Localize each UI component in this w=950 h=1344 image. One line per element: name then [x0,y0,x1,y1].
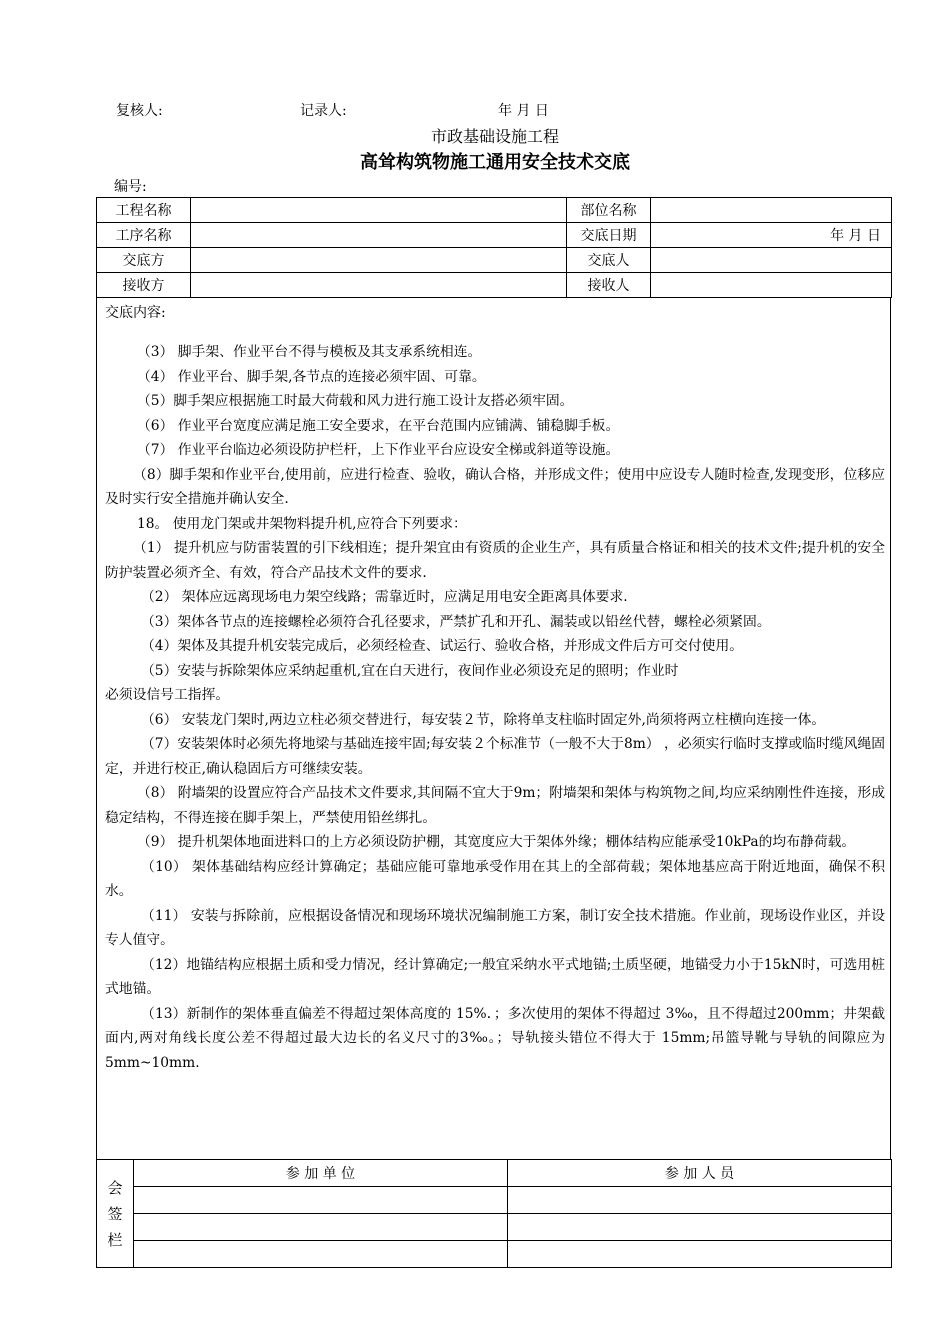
header-date-label: 年 月 日 [498,103,549,119]
info-table [96,197,892,298]
number-label: 编号: [114,179,147,195]
people-header: 参 加 人 员 [508,1160,892,1187]
unit-cell[interactable] [134,1187,508,1214]
table-row [97,1160,892,1187]
part-name-label: 部位名称 [567,198,651,223]
receiver-person-field[interactable] [651,273,892,298]
paragraph: （6） 安装龙门架时,两边立柱必须交替进行，每安装２节，除将单支柱临时固定外,尚须将两立柱横向连接一体。 [141,711,826,728]
paragraph: 必须设信号工指挥。 [105,687,230,703]
paragraph: （6） 作业平台宽度应满足施工安全要求，在平台范围内应铺满、铺稳脚手板。 [137,417,620,434]
paragraph: （4） 作业平台、脚手架,各节点的连接必须牢固、可靠。 [137,368,486,385]
discloser-label: 交底方 [97,248,191,273]
people-cell[interactable] [508,1241,892,1268]
people-cell[interactable] [508,1214,892,1241]
recorder-label: 记录人: [300,103,347,119]
unit-cell[interactable] [134,1214,508,1241]
paragraph: （7） 作业平台临边必须设防护栏杆，上下作业平台应设安全梯或斜道等设施。 [137,442,620,458]
discloser-person-field[interactable] [651,248,892,273]
paragraph: （7）安装架体时必须先将地梁与基础连接牢固;每安装２个标准节（一般不大于8m） ，必须实行临时支撑或临时缆风绳固定，并进行校正,确认稳固后方可继续安装。 [105,736,885,777]
paragraph: （5）安装与拆除架体应采纳起重机,宜在白天进行，夜间作业必须设充足的照明；作业时 [141,662,679,679]
table-row [97,198,892,223]
table-row [97,1187,892,1214]
paragraph: 18。 使用龙门架或井架物料提升机,应符合下列要求： [137,515,467,532]
table-row [97,273,892,298]
project-name-label: 工程名称 [97,198,191,223]
paragraph: （1） 提升机应与防雷装置的引下线相连；提升架宜由有资质的企业生产，具有质量合格证和相关的技术文件;提升机的安全防护装置必须齐全、有效，符合产品技术文件的要求. [105,540,885,581]
content-paragraphs [105,340,885,1075]
process-name-field[interactable] [191,223,567,248]
part-name-field[interactable] [651,198,892,223]
unit-cell[interactable] [134,1241,508,1268]
paragraph: （3）架体各节点的连接螺栓必须符合孔径要求，严禁扩孔和开孔、漏装或以铅丝代替，螺栓必须紧固。 [141,613,771,630]
sign-char: 栏 [107,1230,123,1249]
paragraph: （11） 安装与拆除前，应根据设备情况和现场环境状况编制施工方案，制订安全技术措施。作业前，现场设作业区，并设专人值守。 [105,907,885,948]
sign-char: 会 [107,1178,123,1197]
content-label: 交底内容: [105,305,166,321]
table-row [97,1214,892,1241]
paragraph: （4）架体及其提升机安装完成后，必须经检查、试运行、验收合格，并形成文件后方可交付使用。 [141,638,744,654]
people-cell[interactable] [508,1187,892,1214]
process-name-label: 工序名称 [97,223,191,248]
unit-header: 参 加 单 位 [134,1160,508,1187]
project-name-field[interactable] [191,198,567,223]
paragraph: （9） 提升机架体地面进料口的上方必须设防护棚，其宽度应大于架体外缘；棚体结构应能承受10kPa的均布静荷载。 [137,834,856,850]
sign-side-label [97,1160,134,1268]
paragraph: （8） 附墙架的设置应符合产品技术文件要求,其间隔不宜大于9m；附墙架和架体与构筑物之间,均应采纳刚性件连接，形成稳定结构，不得连接在脚手架上，严禁使用铅丝绑扎。 [105,785,885,826]
sign-char: 签 [107,1204,123,1223]
page-title: 高耸构筑物施工通用安全技术交底 [360,152,630,173]
table-row [97,223,892,248]
paragraph: （5）脚手架应根据施工时最大荷载和风力进行施工设计友搭必须牢固。 [137,393,574,409]
reviewer-label: 复核人: [116,103,163,119]
paragraph: （8）脚手架和作业平台,使用前，应进行检查、验收，确认合格，并形成文件；使用中应设专人随时检查,发现变形，位移应及时实行安全措施并确认安全. [105,466,885,507]
paragraph: （13）新制作的架体垂直偏差不得超过架体高度的 15%．；多次使用的架体不得超过 3‰，且不得超过200mm；井架截面内,两对角线长度公差不得超过最大边长的名义尺寸的3‰。；导轨接头错位不得大于 15mm;吊篮导靴与导轨的间隙应为 5mm~10mm. [105,1005,885,1071]
discloser-person-label: 交底人 [567,248,651,273]
table-row [97,248,892,273]
content-box [96,298,891,1159]
disclosure-date-label: 交底日期 [567,223,651,248]
receiver-field[interactable] [191,273,567,298]
paragraph: （10） 架体基础结构应经计算确定；基础应能可靠地承受作用在其上的全部荷载；架体地基应高于附近地面，确保不积水。 [105,858,885,899]
org-name: 市政基础设施工程 [430,127,559,146]
sign-table [96,1159,892,1268]
discloser-field[interactable] [191,248,567,273]
receiver-person-label: 接收人 [567,273,651,298]
disclosure-date-field[interactable]: 年 月 日 [651,223,892,248]
paragraph: （2） 架体应远离现场电力架空线路；需靠近时，应满足用电安全距离具体要求. [141,589,628,605]
table-row [97,1241,892,1268]
paragraph: （3） 脚手架、作业平台不得与模板及其支承系统相连。 [137,344,482,360]
receiver-label: 接收方 [97,273,191,298]
paragraph: （12）地锚结构应根据土质和受力情况，经计算确定;一般宜采纳水平式地锚;土质坚硬，地锚受力小于15kN时，可选用桩式地锚。 [105,956,885,997]
